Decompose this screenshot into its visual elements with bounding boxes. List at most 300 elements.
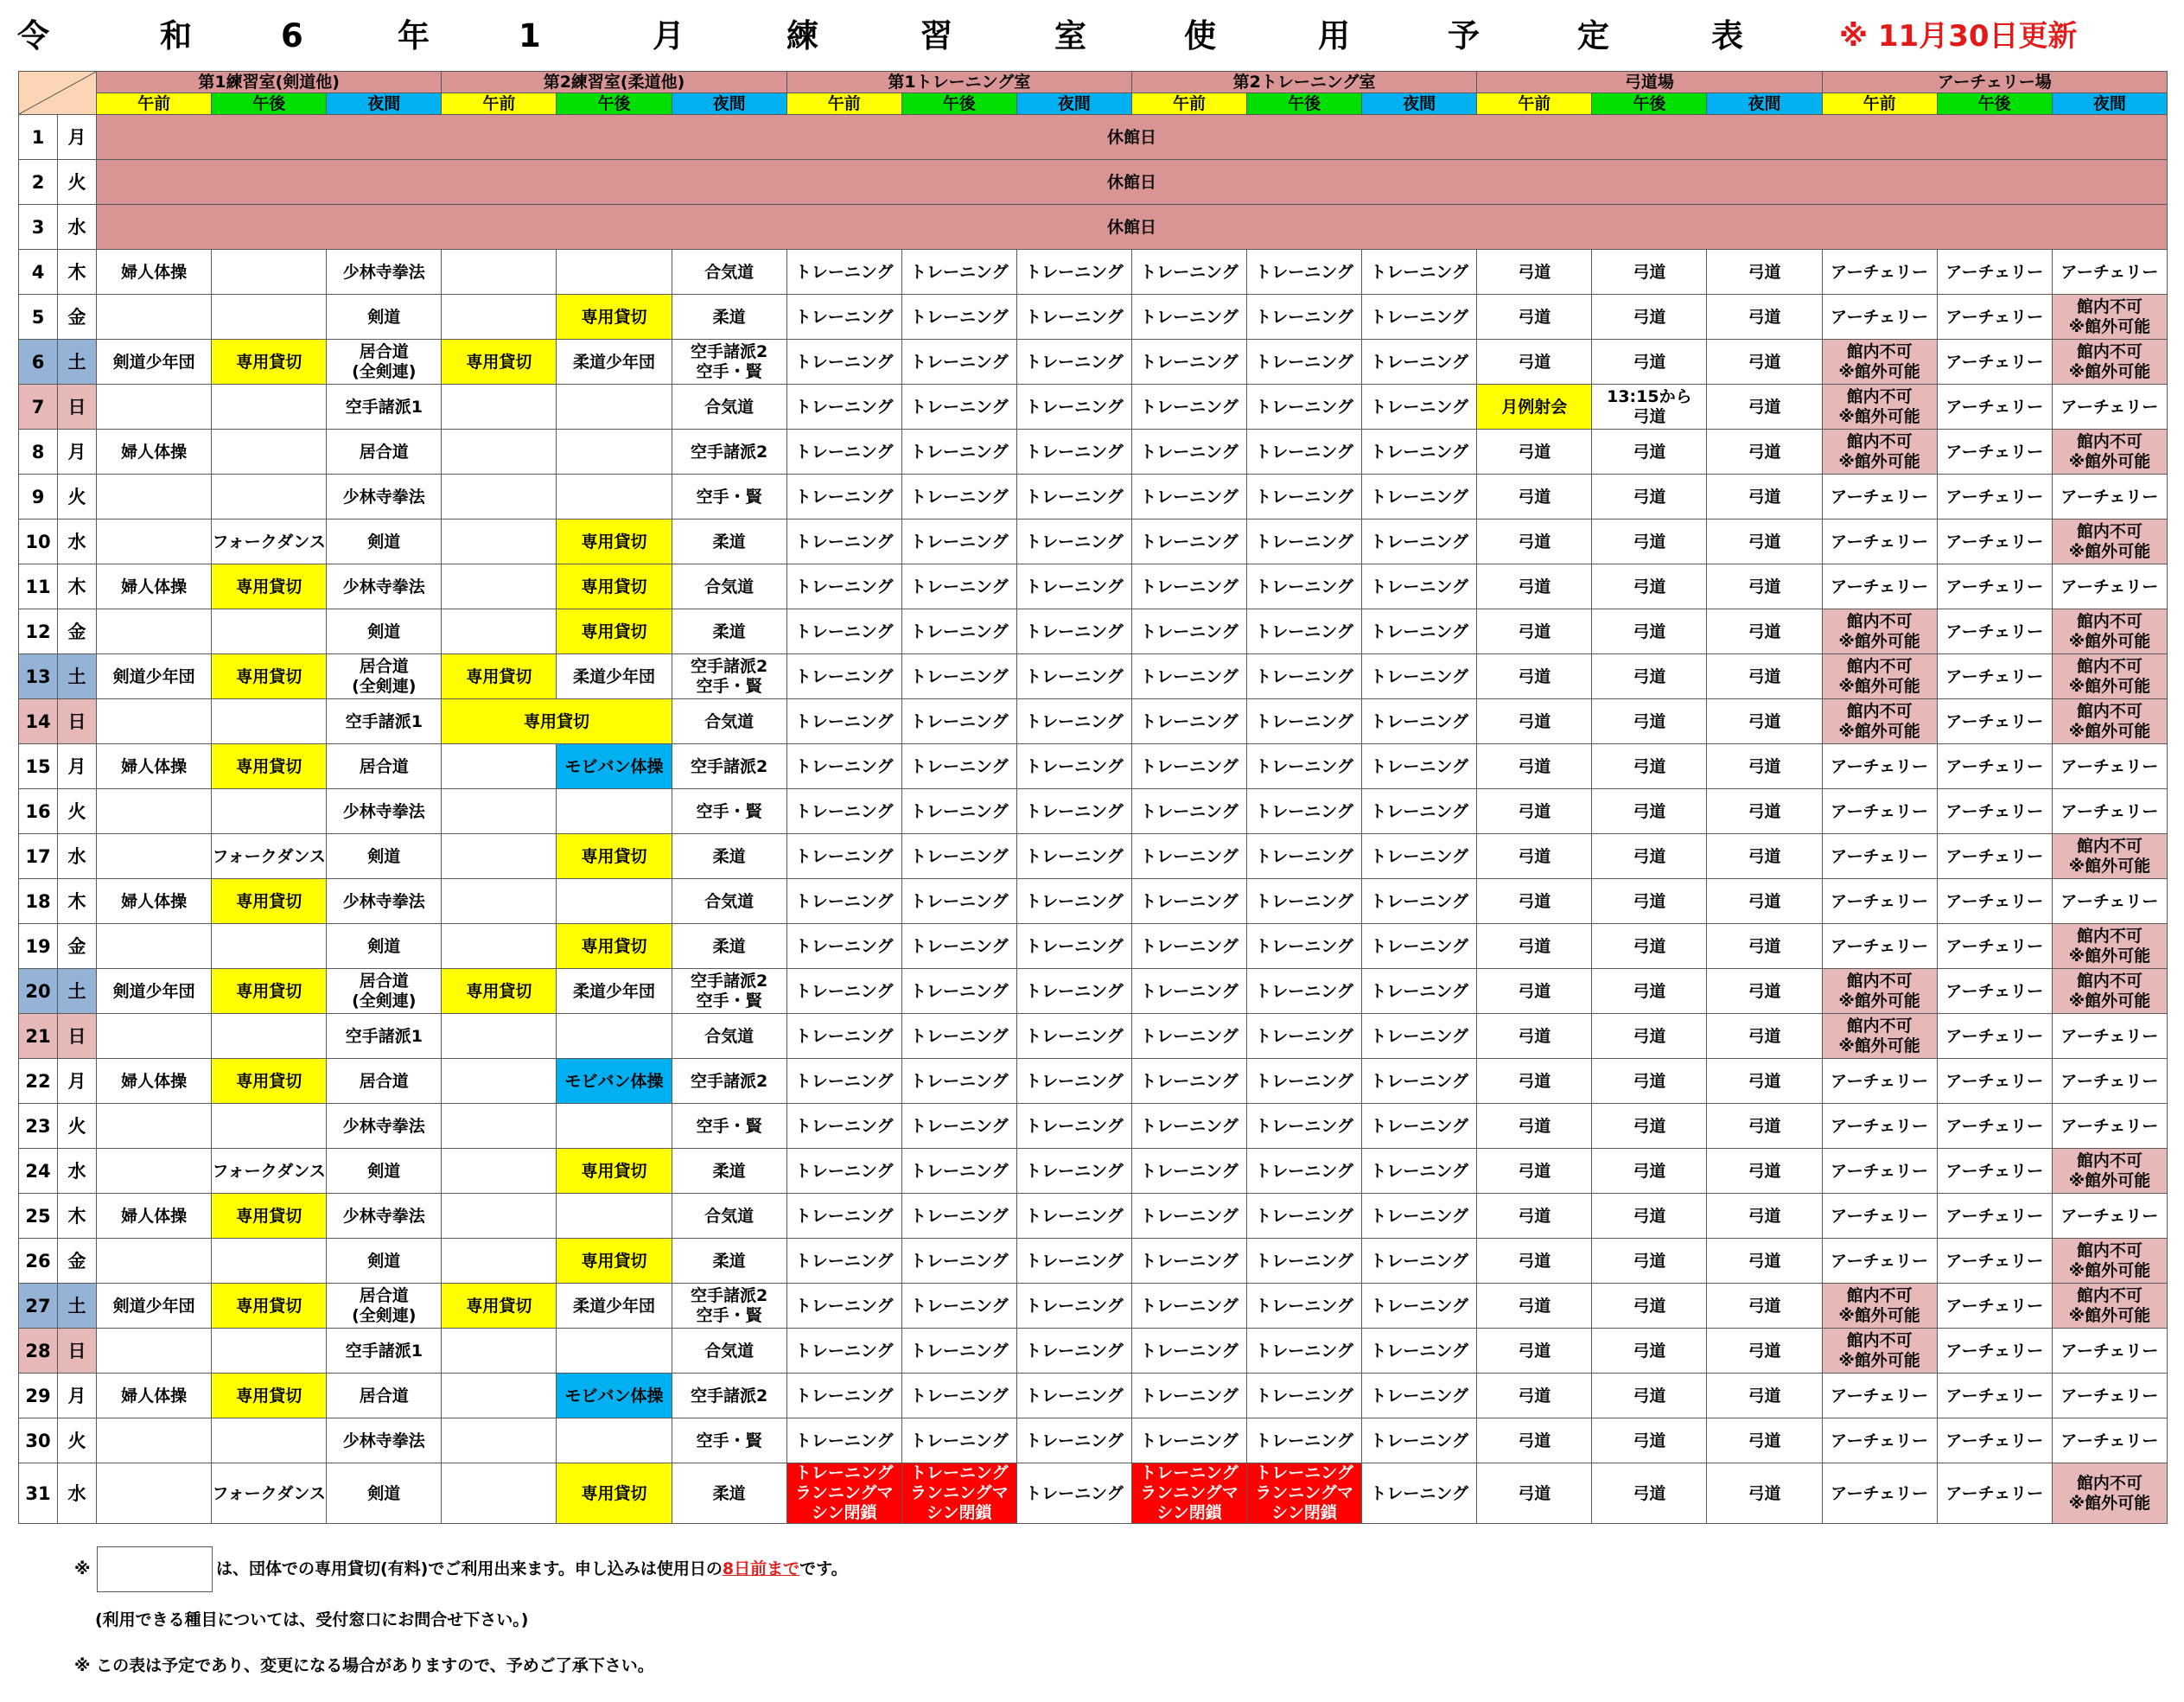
schedule-cell: トレーニング	[1247, 1194, 1362, 1239]
schedule-cell	[442, 744, 557, 789]
schedule-cell: 専用貸切	[557, 924, 672, 969]
facility-header: 第2トレーニング室	[1131, 72, 1476, 93]
schedule-cell: 弓道	[1477, 744, 1592, 789]
schedule-cell: アーチェリー	[1822, 744, 1937, 789]
schedule-cell: 弓道	[1592, 1463, 1707, 1524]
schedule-cell: 柔道	[672, 1149, 786, 1194]
schedule-cell	[557, 475, 672, 520]
schedule-cell: トレーニング	[1131, 475, 1246, 520]
day-number: 6	[19, 340, 58, 385]
weekday: 水	[58, 520, 97, 564]
schedule-cell: 少林寺拳法	[327, 879, 442, 924]
schedule-cell: トレーニング	[1131, 1239, 1246, 1284]
table-row	[19, 1149, 2168, 1194]
schedule-cell: トレーニング	[1131, 1104, 1246, 1149]
schedule-cell: 剣道	[327, 924, 442, 969]
day-number: 14	[19, 699, 58, 744]
schedule-cell: トレーニング	[1016, 1329, 1131, 1374]
schedule-cell: 空手諸派2 空手・賢	[672, 654, 786, 699]
schedule-cell: トレーニング	[1247, 475, 1362, 520]
schedule-cell: トレーニング	[786, 879, 901, 924]
schedule-cell: 婦人体操	[97, 1194, 212, 1239]
schedule-cell: 館内不可 ※館外可能	[1822, 385, 1937, 430]
schedule-cell: 館内不可 ※館外可能	[1822, 969, 1937, 1014]
title-char: 習	[920, 17, 952, 54]
schedule-cell: 専用貸切	[212, 1374, 327, 1418]
schedule-cell	[97, 1014, 212, 1059]
schedule-cell: トレーニング	[1362, 834, 1477, 879]
schedule-cell: トレーニング	[1016, 924, 1131, 969]
schedule-cell: トレーニング	[786, 385, 901, 430]
schedule-cell: 弓道	[1707, 475, 1822, 520]
schedule-cell: 弓道	[1592, 789, 1707, 834]
schedule-cell: 剣道	[327, 1463, 442, 1524]
table-row	[19, 1104, 2168, 1149]
schedule-cell: 専用貸切	[212, 1284, 327, 1329]
schedule-cell: アーチェリー	[1822, 295, 1937, 340]
schedule-cell: アーチェリー	[1822, 834, 1937, 879]
schedule-cell	[212, 295, 327, 340]
schedule-cell: トレーニング	[1131, 430, 1246, 475]
schedule-cell: 空手諸派2 空手・賢	[672, 340, 786, 385]
table-row	[19, 340, 2168, 385]
title-char: 用	[1318, 17, 1350, 54]
weekday: 金	[58, 1239, 97, 1284]
schedule-cell	[97, 295, 212, 340]
schedule-cell	[557, 385, 672, 430]
schedule-cell: 弓道	[1592, 699, 1707, 744]
schedule-cell: トレーニング	[786, 1239, 901, 1284]
schedule-cell: 婦人体操	[97, 1374, 212, 1418]
schedule-cell: アーチェリー	[1937, 385, 2052, 430]
schedule-cell: 館内不可 ※館外可能	[1822, 1329, 1937, 1374]
schedule-cell	[557, 250, 672, 295]
schedule-cell: アーチェリー	[1937, 1329, 2052, 1374]
schedule-cell: トレーニング	[1247, 654, 1362, 699]
schedule-cell	[212, 430, 327, 475]
schedule-cell	[97, 834, 212, 879]
facility-header: アーチェリー場	[1822, 72, 2167, 93]
schedule-cell: トレーニング	[1016, 879, 1131, 924]
schedule-cell: 弓道	[1477, 340, 1592, 385]
schedule-cell: 館内不可 ※館外可能	[2052, 654, 2167, 699]
schedule-cell: アーチェリー	[2052, 1014, 2167, 1059]
schedule-cell: トレーニング	[1016, 834, 1131, 879]
schedule-cell	[442, 1014, 557, 1059]
schedule-cell	[442, 295, 557, 340]
schedule-cell: トレーニング	[901, 1374, 1016, 1418]
schedule-cell: 弓道	[1592, 1374, 1707, 1418]
schedule-cell: トレーニング	[786, 1149, 901, 1194]
schedule-cell: 弓道	[1592, 564, 1707, 609]
schedule-cell: トレーニング	[1247, 924, 1362, 969]
schedule-cell: トレーニング	[1247, 520, 1362, 564]
table-row	[19, 1194, 2168, 1239]
schedule-cell: 合気道	[672, 250, 786, 295]
schedule-cell	[442, 250, 557, 295]
facility-header: 第1練習室(剣道他)	[97, 72, 442, 93]
period-header: 午後	[1937, 93, 2052, 115]
schedule-cell	[557, 789, 672, 834]
schedule-cell: トレーニング	[1247, 789, 1362, 834]
schedule-cell: 館内不可 ※館外可能	[1822, 699, 1937, 744]
schedule-cell: 弓道	[1592, 969, 1707, 1014]
schedule-cell: トレーニング	[1131, 295, 1246, 340]
schedule-cell: フォークダンス	[212, 1463, 327, 1524]
table-row	[19, 744, 2168, 789]
schedule-cell: アーチェリー	[1937, 1194, 2052, 1239]
schedule-cell: 合気道	[672, 564, 786, 609]
title-char: 室	[1054, 17, 1086, 54]
schedule-cell: 弓道	[1592, 609, 1707, 654]
schedule-cell: 弓道	[1477, 609, 1592, 654]
schedule-cell: トレーニング	[786, 475, 901, 520]
schedule-cell: トレーニング	[1016, 1284, 1131, 1329]
schedule-cell: 館内不可 ※館外可能	[2052, 340, 2167, 385]
schedule-cell: 弓道	[1477, 969, 1592, 1014]
weekday: 火	[58, 1104, 97, 1149]
schedule-cell	[212, 1014, 327, 1059]
day-number: 2	[19, 160, 58, 205]
schedule-cell: トレーニング	[1016, 1059, 1131, 1104]
schedule-cell: トレーニング	[786, 609, 901, 654]
schedule-cell: トレーニング	[786, 699, 901, 744]
weekday: 木	[58, 250, 97, 295]
schedule-cell: 弓道	[1592, 1194, 1707, 1239]
schedule-cell: トレーニング	[1362, 969, 1477, 1014]
schedule-cell: トレーニング	[1362, 789, 1477, 834]
period-header: 午前	[1822, 93, 1937, 115]
day-number: 28	[19, 1329, 58, 1374]
schedule-cell: トレーニング	[901, 744, 1016, 789]
schedule-cell: 柔道	[672, 1239, 786, 1284]
schedule-cell: アーチェリー	[1822, 250, 1937, 295]
schedule-cell: トレーニング	[786, 340, 901, 385]
schedule-cell	[557, 1014, 672, 1059]
schedule-cell	[97, 1329, 212, 1374]
schedule-cell: 弓道	[1707, 250, 1822, 295]
schedule-cell: 弓道	[1477, 1329, 1592, 1374]
schedule-cell: アーチェリー	[1937, 250, 2052, 295]
schedule-cell: 弓道	[1707, 1194, 1822, 1239]
schedule-cell: トレーニング	[1016, 609, 1131, 654]
schedule-cell: トレーニング	[1016, 654, 1131, 699]
schedule-cell: トレーニング	[1362, 385, 1477, 430]
schedule-cell: トレーニング	[786, 250, 901, 295]
schedule-cell: 弓道	[1477, 295, 1592, 340]
schedule-cell: 専用貸切	[557, 609, 672, 654]
schedule-cell: 館内不可 ※館外可能	[1822, 340, 1937, 385]
schedule-cell: 柔道	[672, 1463, 786, 1524]
period-header: 午前	[97, 93, 212, 115]
day-number: 27	[19, 1284, 58, 1329]
closed-day-cell: 休館日	[97, 205, 2168, 250]
weekday: 日	[58, 1014, 97, 1059]
schedule-cell: 柔道	[672, 520, 786, 564]
table-row	[19, 609, 2168, 654]
schedule-cell	[557, 1104, 672, 1149]
weekday: 火	[58, 1418, 97, 1463]
schedule-cell	[442, 564, 557, 609]
schedule-cell	[212, 475, 327, 520]
table-row	[19, 160, 2168, 205]
schedule-cell	[442, 1149, 557, 1194]
schedule-cell: トレーニング	[1016, 340, 1131, 385]
day-number: 5	[19, 295, 58, 340]
schedule-cell: アーチェリー	[1822, 879, 1937, 924]
schedule-cell: トレーニング	[1247, 699, 1362, 744]
schedule-cell	[442, 1374, 557, 1418]
schedule-cell: トレーニング ランニングマシン閉鎖	[786, 1463, 901, 1524]
period-header: 夜間	[327, 93, 442, 115]
schedule-cell: トレーニング	[1362, 1014, 1477, 1059]
schedule-cell: 弓道	[1707, 789, 1822, 834]
schedule-cell	[212, 1418, 327, 1463]
schedule-cell: 館内不可 ※館外可能	[1822, 430, 1937, 475]
schedule-cell: トレーニング	[1131, 520, 1246, 564]
schedule-cell: トレーニング	[901, 340, 1016, 385]
schedule-cell: 居合道 (全剣連)	[327, 1284, 442, 1329]
schedule-cell: アーチェリー	[1822, 564, 1937, 609]
schedule-cell: 館内不可 ※館外可能	[2052, 1239, 2167, 1284]
schedule-cell: 婦人体操	[97, 430, 212, 475]
schedule-cell: 剣道	[327, 1149, 442, 1194]
schedule-cell: 合気道	[672, 1014, 786, 1059]
schedule-cell: トレーニング	[901, 1239, 1016, 1284]
schedule-cell: 居合道 (全剣連)	[327, 340, 442, 385]
schedule-cell: 弓道	[1477, 1374, 1592, 1418]
schedule-cell: トレーニング	[786, 744, 901, 789]
schedule-cell: トレーニング	[1131, 340, 1246, 385]
schedule-cell: トレーニング	[901, 1059, 1016, 1104]
table-row	[19, 699, 2168, 744]
schedule-cell: トレーニング	[786, 1284, 901, 1329]
schedule-cell: 館内不可 ※館外可能	[2052, 609, 2167, 654]
schedule-cell: アーチェリー	[1937, 1149, 2052, 1194]
weekday: 月	[58, 430, 97, 475]
schedule-cell: 少林寺拳法	[327, 1418, 442, 1463]
schedule-cell: トレーニング	[1362, 1104, 1477, 1149]
schedule-cell: アーチェリー	[1937, 789, 2052, 834]
schedule-cell: トレーニング	[901, 564, 1016, 609]
schedule-cell: 専用貸切	[442, 654, 557, 699]
schedule-cell: トレーニング	[1131, 789, 1246, 834]
schedule-cell: 弓道	[1707, 924, 1822, 969]
schedule-cell	[212, 789, 327, 834]
schedule-cell: トレーニング	[1131, 1149, 1246, 1194]
period-header: 夜間	[1707, 93, 1822, 115]
schedule-cell: アーチェリー	[1937, 475, 2052, 520]
table-row	[19, 475, 2168, 520]
schedule-cell: トレーニング	[1362, 1374, 1477, 1418]
schedule-cell: 剣道	[327, 834, 442, 879]
schedule-cell: トレーニング	[1247, 1104, 1362, 1149]
schedule-cell: 弓道	[1707, 340, 1822, 385]
note-deadline: 8日前まで	[722, 1559, 800, 1578]
schedule-cell: 館内不可 ※館外可能	[1822, 654, 1937, 699]
schedule-cell: 館内不可 ※館外可能	[2052, 924, 2167, 969]
schedule-cell: 合気道	[672, 699, 786, 744]
schedule-cell: トレーニング	[1247, 1059, 1362, 1104]
schedule-cell: 弓道	[1592, 1149, 1707, 1194]
schedule-cell: 弓道	[1592, 1059, 1707, 1104]
day-number: 3	[19, 205, 58, 250]
day-number: 25	[19, 1194, 58, 1239]
schedule-cell: アーチェリー	[2052, 250, 2167, 295]
schedule-cell	[557, 1329, 672, 1374]
schedule-cell: 居合道	[327, 744, 442, 789]
schedule-cell: フォークダンス	[212, 834, 327, 879]
table-row	[19, 1014, 2168, 1059]
schedule-cell: アーチェリー	[1937, 340, 2052, 385]
day-number: 8	[19, 430, 58, 475]
table-row	[19, 430, 2168, 475]
schedule-cell: トレーニング	[901, 430, 1016, 475]
schedule-cell	[212, 385, 327, 430]
schedule-cell: トレーニング	[901, 250, 1016, 295]
schedule-cell: 少林寺拳法	[327, 789, 442, 834]
schedule-cell	[442, 385, 557, 430]
schedule-cell: 弓道	[1477, 699, 1592, 744]
schedule-cell: 居合道	[327, 1374, 442, 1418]
schedule-cell	[212, 699, 327, 744]
schedule-cell: 専用貸切	[557, 1239, 672, 1284]
schedule-cell: アーチェリー	[2052, 385, 2167, 430]
schedule-cell: トレーニング	[1131, 1418, 1246, 1463]
schedule-cell: トレーニング	[1131, 699, 1246, 744]
schedule-cell	[97, 789, 212, 834]
schedule-cell: 弓道	[1707, 1374, 1822, 1418]
schedule-cell: トレーニング	[901, 1418, 1016, 1463]
period-header: 午前	[1477, 93, 1592, 115]
schedule-cell: 空手諸派2	[672, 744, 786, 789]
schedule-cell: 弓道	[1477, 1149, 1592, 1194]
schedule-cell	[212, 250, 327, 295]
schedule-cell: トレーニング	[1131, 609, 1246, 654]
schedule-cell: アーチェリー	[1937, 1374, 2052, 1418]
schedule-cell: トレーニング	[786, 295, 901, 340]
schedule-cell	[442, 834, 557, 879]
schedule-cell: アーチェリー	[1822, 924, 1937, 969]
schedule-cell: 弓道	[1592, 250, 1707, 295]
schedule-cell: 専用貸切	[557, 834, 672, 879]
schedule-cell: トレーニング	[786, 1329, 901, 1374]
weekday: 土	[58, 1284, 97, 1329]
schedule-cell: 居合道 (全剣連)	[327, 969, 442, 1014]
schedule-cell: アーチェリー	[2052, 879, 2167, 924]
schedule-cell: トレーニング	[901, 1284, 1016, 1329]
schedule-cell	[442, 924, 557, 969]
schedule-cell: 弓道	[1477, 520, 1592, 564]
facility-header: 弓道場	[1477, 72, 1822, 93]
schedule-cell: 専用貸切	[212, 1194, 327, 1239]
schedule-cell: トレーニング	[1016, 1014, 1131, 1059]
weekday: 水	[58, 834, 97, 879]
schedule-cell: 館内不可 ※館外可能	[2052, 1149, 2167, 1194]
day-number: 11	[19, 564, 58, 609]
schedule-cell: トレーニング	[1247, 1418, 1362, 1463]
title-char: 練	[786, 17, 818, 54]
schedule-cell: アーチェリー	[1937, 1014, 2052, 1059]
schedule-cell: トレーニング	[901, 1014, 1016, 1059]
schedule-cell: 居合道 (全剣連)	[327, 654, 442, 699]
schedule-cell: トレーニング	[1016, 1463, 1131, 1524]
schedule-cell: 少林寺拳法	[327, 1104, 442, 1149]
schedule-cell: 弓道	[1477, 1059, 1592, 1104]
schedule-cell: トレーニング	[1362, 1194, 1477, 1239]
schedule-cell: トレーニング	[1016, 1374, 1131, 1418]
title-char: 定	[1577, 17, 1609, 54]
weekday: 日	[58, 1329, 97, 1374]
schedule-cell: 少林寺拳法	[327, 250, 442, 295]
schedule-cell: トレーニング	[1362, 1463, 1477, 1524]
schedule-cell: 弓道	[1477, 879, 1592, 924]
schedule-cell: アーチェリー	[2052, 564, 2167, 609]
table-row	[19, 115, 2168, 160]
schedule-cell: 弓道	[1707, 699, 1822, 744]
schedule-cell: 剣道少年団	[97, 969, 212, 1014]
schedule-cell: アーチェリー	[1937, 520, 2052, 564]
period-header: 午前	[1131, 93, 1246, 115]
schedule-cell: アーチェリー	[1822, 1104, 1937, 1149]
schedule-table	[18, 71, 2168, 1524]
schedule-cell: 弓道	[1707, 1418, 1822, 1463]
schedule-cell: トレーニング	[1016, 430, 1131, 475]
schedule-cell: トレーニング	[786, 1374, 901, 1418]
schedule-cell: 弓道	[1592, 834, 1707, 879]
period-header: 夜間	[672, 93, 786, 115]
schedule-cell: 弓道	[1707, 744, 1822, 789]
schedule-cell: 合気道	[672, 1194, 786, 1239]
schedule-cell	[97, 385, 212, 430]
table-row	[19, 520, 2168, 564]
weekday: 土	[58, 969, 97, 1014]
schedule-cell: トレーニング	[1362, 430, 1477, 475]
schedule-cell: 専用貸切	[212, 564, 327, 609]
day-number: 7	[19, 385, 58, 430]
schedule-cell: 剣道少年団	[97, 1284, 212, 1329]
schedule-cell: 館内不可 ※館外可能	[2052, 699, 2167, 744]
schedule-cell: トレーニング ランニングマシン閉鎖	[901, 1463, 1016, 1524]
schedule-cell: アーチェリー	[1937, 1418, 2052, 1463]
schedule-cell: トレーニング	[1362, 1418, 1477, 1463]
schedule-cell: トレーニング	[901, 789, 1016, 834]
weekday: 月	[58, 744, 97, 789]
schedule-cell: 弓道	[1707, 520, 1822, 564]
schedule-cell: アーチェリー	[1822, 1418, 1937, 1463]
weekday: 日	[58, 385, 97, 430]
schedule-cell: トレーニング	[901, 385, 1016, 430]
schedule-cell: トレーニング	[1131, 834, 1246, 879]
schedule-cell: 空手諸派1	[327, 1329, 442, 1374]
schedule-cell: トレーニング	[901, 1194, 1016, 1239]
schedule-cell: アーチェリー	[1937, 1284, 2052, 1329]
schedule-cell: トレーニング	[1131, 250, 1246, 295]
period-header: 夜間	[2052, 93, 2167, 115]
schedule-cell: トレーニング	[1247, 969, 1362, 1014]
schedule-cell: トレーニング	[1362, 699, 1477, 744]
weekday: 火	[58, 789, 97, 834]
schedule-cell: トレーニング	[786, 430, 901, 475]
schedule-cell: トレーニング ランニングマシン閉鎖	[1131, 1463, 1246, 1524]
schedule-cell: トレーニング	[1362, 295, 1477, 340]
schedule-cell: 剣道	[327, 295, 442, 340]
schedule-cell: 弓道	[1707, 654, 1822, 699]
schedule-cell: アーチェリー	[2052, 744, 2167, 789]
schedule-cell: 専用貸切	[212, 340, 327, 385]
schedule-cell: 館内不可 ※館外可能	[2052, 430, 2167, 475]
schedule-cell: 専用貸切	[557, 1149, 672, 1194]
